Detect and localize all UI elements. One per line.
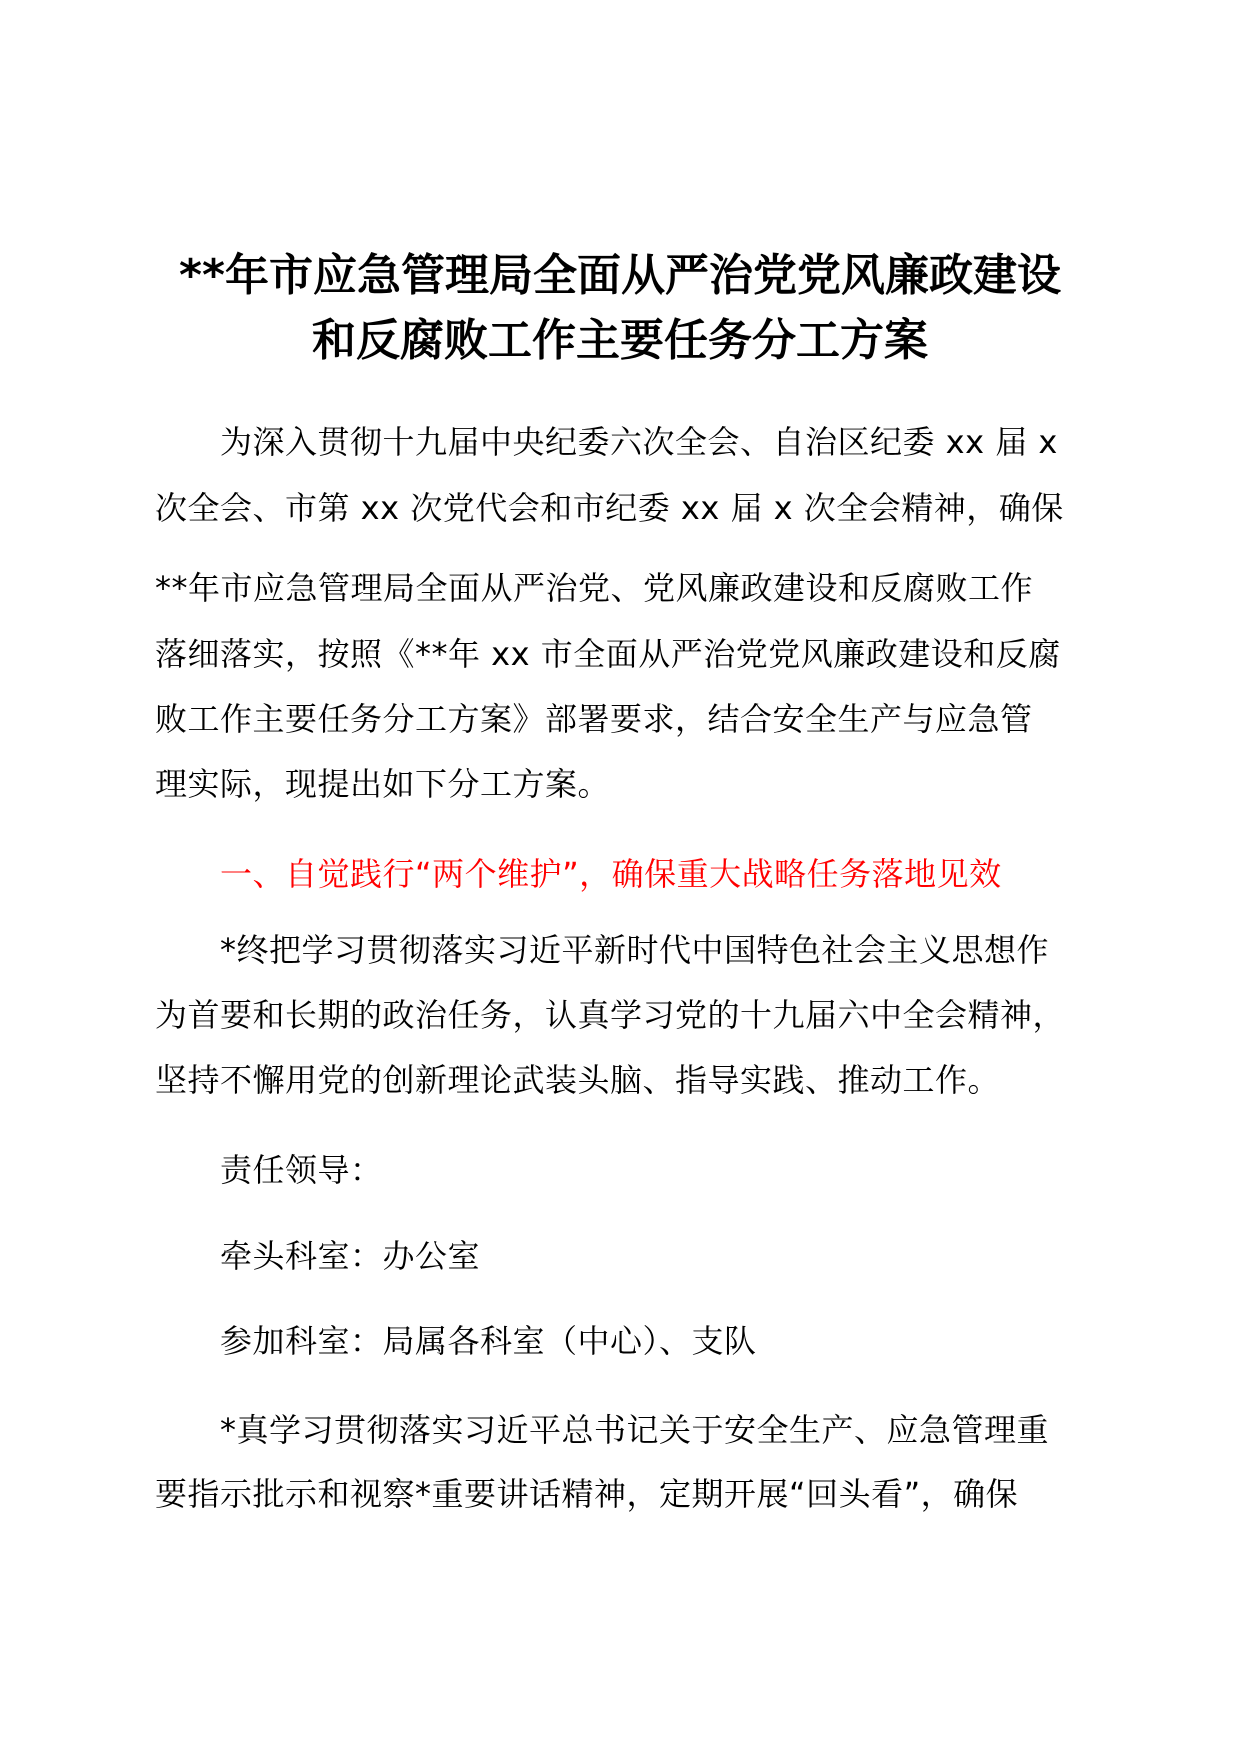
participating-departments: 参加科室：局属各科室（中心）、支队 — [220, 1322, 757, 1360]
item1-line: 坚持不懈用党的创新理论武装头脑、指导实践、推动工作。 — [155, 1061, 1001, 1099]
item1-line: *终把学习贯彻落实习近平新时代中国特色社会主义思想作 — [220, 931, 1050, 969]
document-title-line-1: **年市应急管理局全面从严治党党风廉政建设 — [178, 250, 1062, 301]
responsible-leader: 责任领导： — [220, 1151, 383, 1189]
item2-line: 要指示批示和视察*重要讲话精神，定期开展“回头看”，确保 — [155, 1475, 1019, 1513]
item2-line: *真学习贯彻落实习近平总书记关于安全生产、应急管理重 — [220, 1411, 1050, 1449]
intro-paragraph-line: **年市应急管理局全面从严治党、党风廉政建设和反腐败工作 — [155, 569, 1034, 607]
document-title-line-2: 和反腐败工作主要任务分工方案 — [312, 315, 928, 366]
lead-department: 牵头科室：办公室 — [220, 1237, 481, 1275]
intro-paragraph-line: 为深入贯彻十九届中央纪委六次全会、自治区纪委 xx 届 x — [220, 423, 1058, 461]
item1-line: 为首要和长期的政治任务，认真学习党的十九届六中全会精神， — [155, 996, 1066, 1034]
section-heading: 一、自觉践行“两个维护”，确保重大战略任务落地见效 — [220, 855, 1002, 893]
intro-paragraph-line: 理实际，现提出如下分工方案。 — [155, 765, 611, 803]
intro-paragraph-line: 次全会、市第 xx 次党代会和市纪委 xx 届 x 次全会精神，确保 — [155, 489, 1064, 527]
intro-paragraph-line: 落细落实，按照《**年 xx 市全面从严治党党风廉政建设和反腐 — [155, 635, 1061, 673]
intro-paragraph-line: 败工作主要任务分工方案》部署要求，结合安全生产与应急管 — [155, 700, 1033, 738]
